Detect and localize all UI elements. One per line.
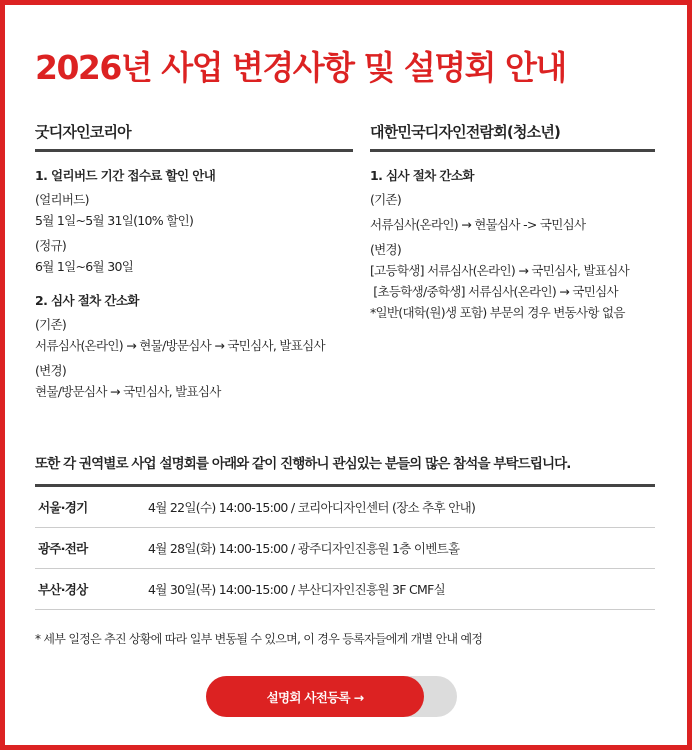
briefing-intro: 또한 각 권역별로 사업 설명회를 아래와 같이 진행하니 관심있는 분들의 많은 참석을 부탁드립니다. xyxy=(35,456,571,472)
column-heading: 굿디자인코리아 xyxy=(35,120,353,152)
region: 서울·경기 xyxy=(38,500,88,515)
regular-dates: 6월 1일~6월 30일 xyxy=(35,259,134,274)
schedule-note: * 세부 일정은 추진 상황에 따라 일부 변동될 수 있으며, 이 경우 등록자들에게 개별 안내 예정 xyxy=(35,632,483,646)
session-detail: 4월 30일(목) 14:00-15:00 / 부산디자인진흥원 3F CMF실 xyxy=(148,582,445,597)
before-label: (기존) xyxy=(35,317,67,332)
session-detail: 4월 22일(수) 14:00-15:00 / 코리아디자인센터 (장소 추후 안내) xyxy=(148,500,476,515)
after-elementary-middle: [초등학생/중학생] 서류심사(온라인) → 국민심사 xyxy=(370,284,618,299)
section-title: 1. 얼리버드 기간 접수료 할인 안내 xyxy=(35,168,216,183)
section-title: 2. 심사 절차 간소화 xyxy=(35,293,139,308)
pre-register-button[interactable]: 설명회 사전등록 → xyxy=(206,676,424,717)
table-row xyxy=(35,487,655,528)
after-label: (변경) xyxy=(370,242,402,257)
before-label: (기존) xyxy=(370,192,402,207)
after-high-school: [고등학생] 서류심사(온라인) → 국민심사, 발표심사 xyxy=(370,263,629,278)
early-label: (얼리버드) xyxy=(35,192,89,207)
table-row xyxy=(35,528,655,569)
session-detail: 4월 28일(화) 14:00-15:00 / 광주디자인진흥원 1층 이벤트홀 xyxy=(148,541,460,556)
region: 광주·전라 xyxy=(38,541,88,556)
after-label: (변경) xyxy=(35,363,67,378)
after-process: 현물/방문심사 → 국민심사, 발표심사 xyxy=(35,384,221,399)
before-process: 서류심사(온라인) → 현물심사 -> 국민심사 xyxy=(370,217,586,232)
column-heading: 대한민국디자인전람회(청소년) xyxy=(370,120,655,152)
design-exhibition-column xyxy=(370,120,655,323)
table-row xyxy=(35,569,655,610)
section-title: 1. 심사 절차 간소화 xyxy=(370,168,474,183)
general-note: *일반(대학(원)생 포함) 부문의 경우 변동사항 없음 xyxy=(370,305,625,320)
page-title: 2026년 사업 변경사항 및 설명회 안내 xyxy=(35,48,566,87)
before-process: 서류심사(온라인) → 현물/방문심사 → 국민심사, 발표심사 xyxy=(35,338,325,353)
regular-label: (정규) xyxy=(35,238,67,253)
good-design-korea-column xyxy=(35,120,353,402)
session-table xyxy=(35,484,655,610)
early-dates: 5월 1일~5월 31일(10% 할인) xyxy=(35,213,194,228)
region: 부산·경상 xyxy=(38,582,88,597)
